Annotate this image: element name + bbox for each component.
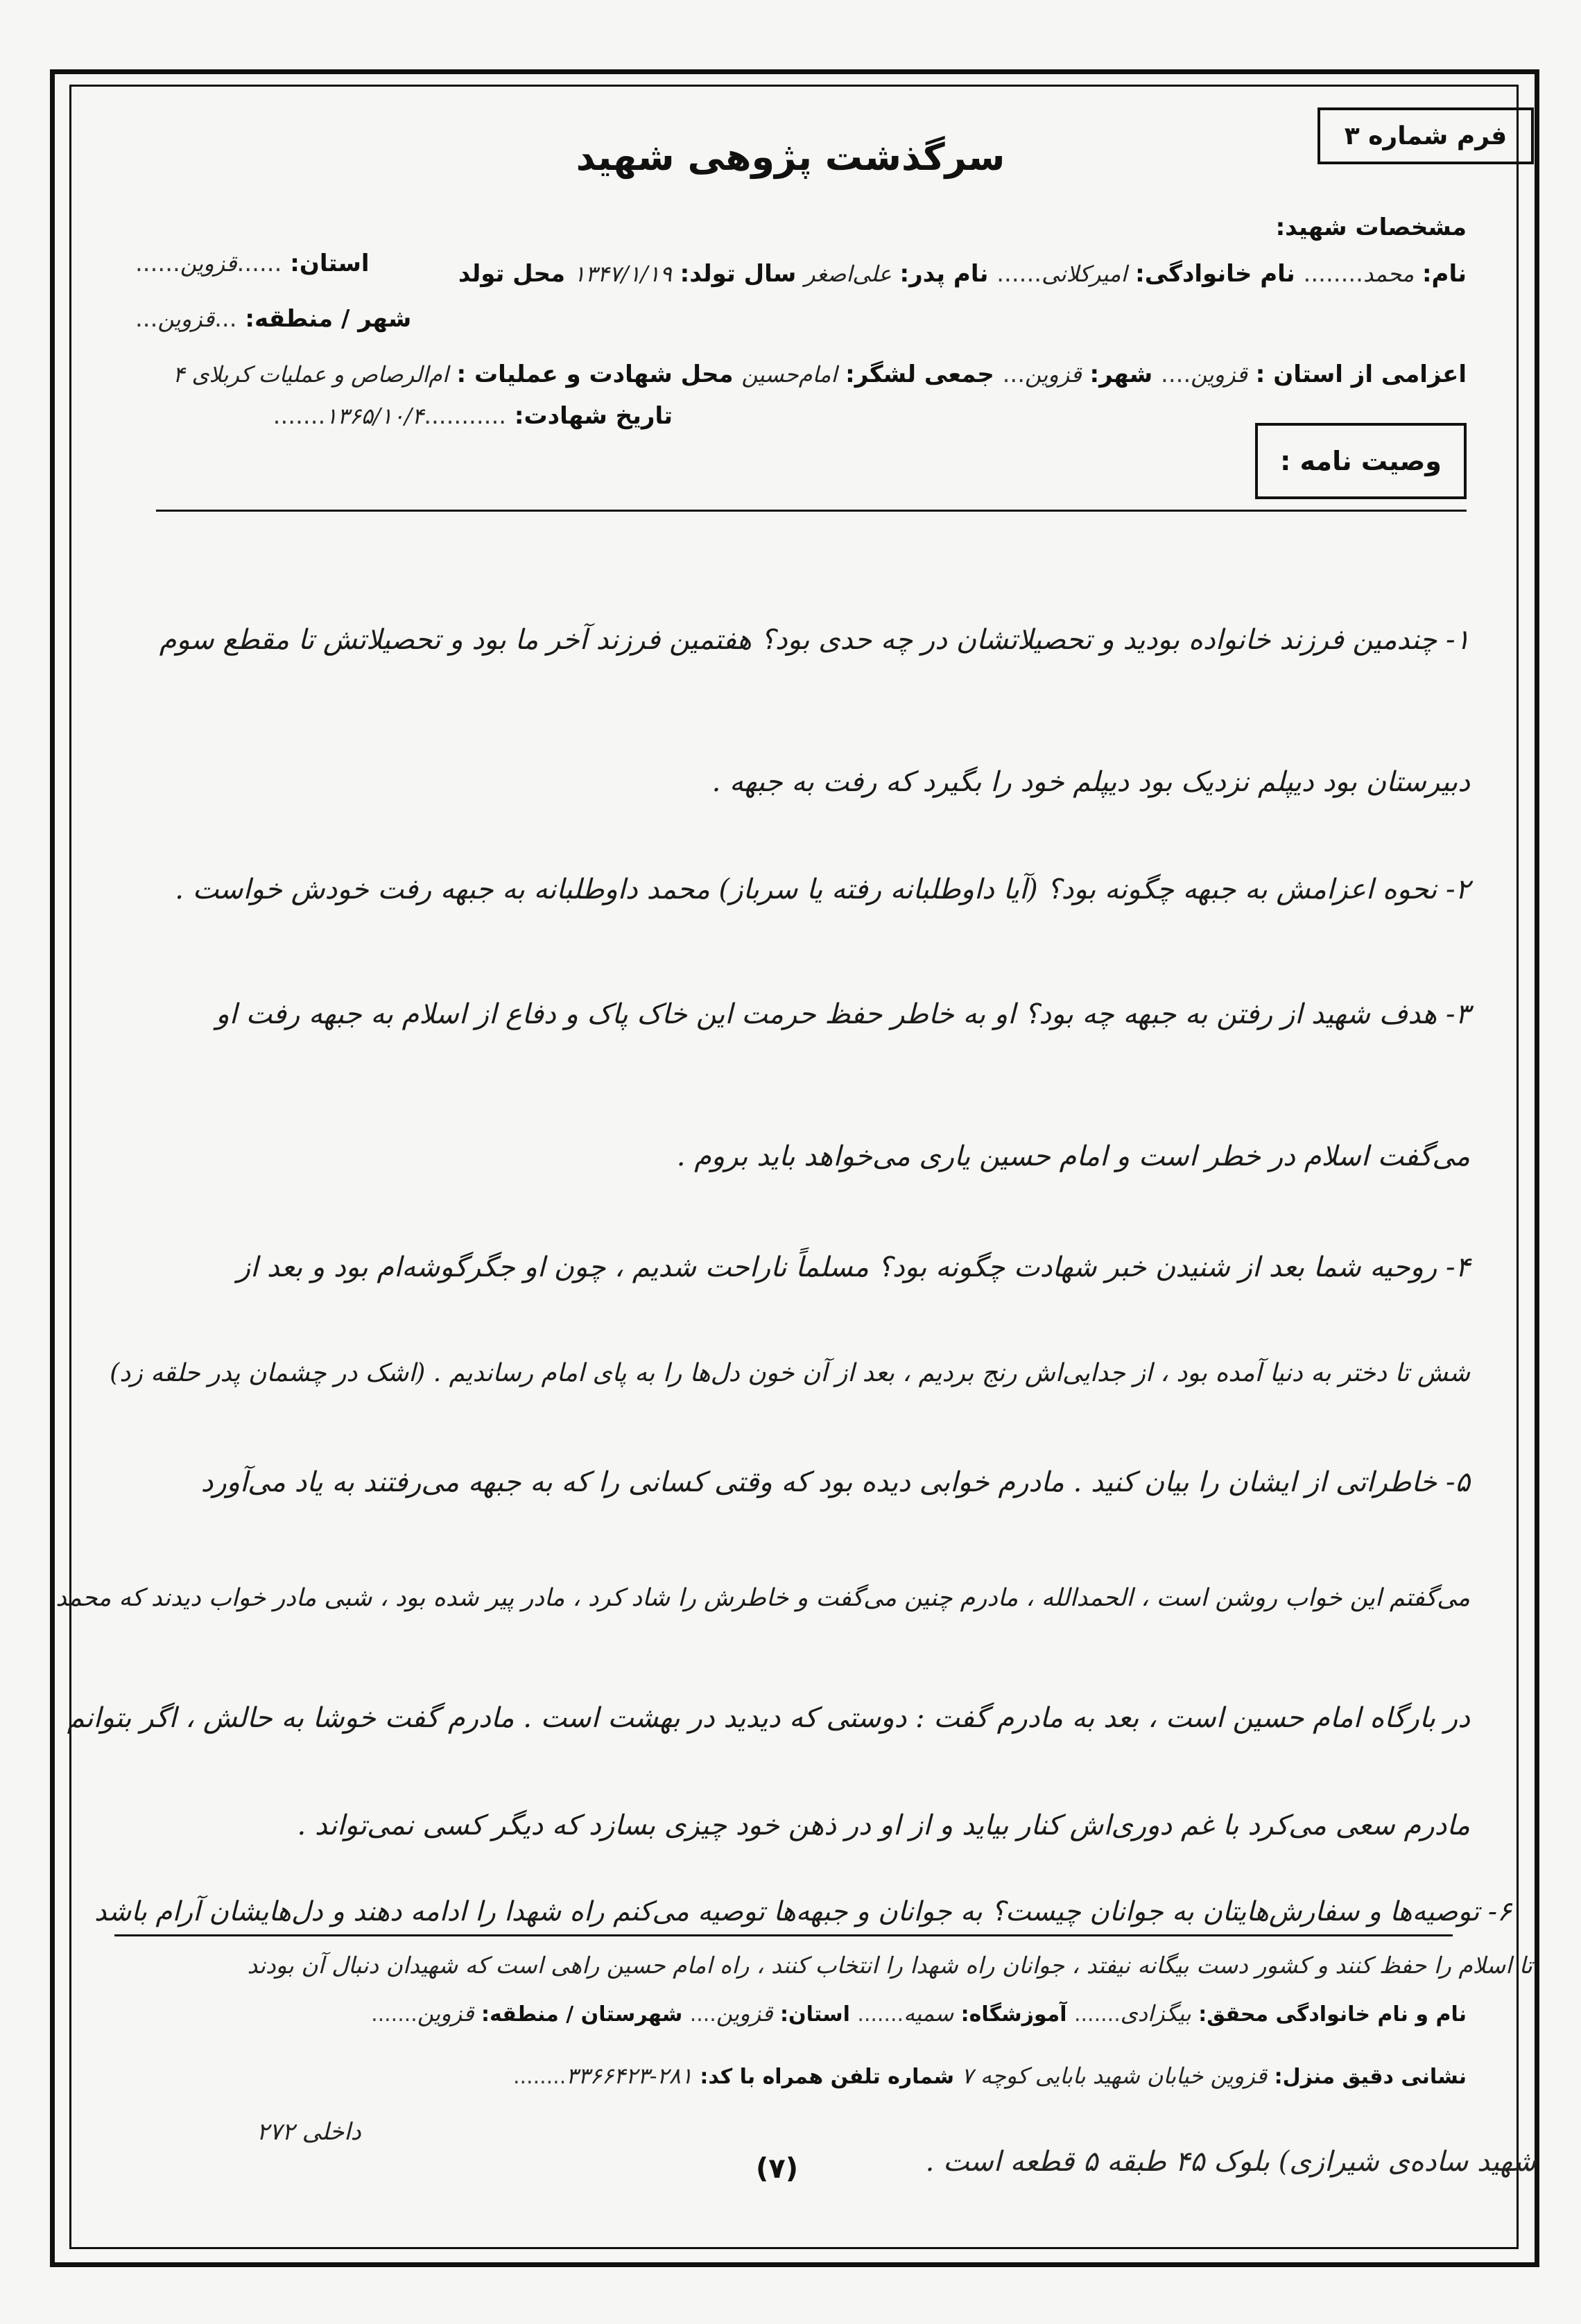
father-value: علی‌اصغر [804,261,892,287]
dispatch-province-label: اعزامی از استان : [1255,361,1467,388]
birth-city-field: شهر / منطقه: ...قزوین... [135,305,412,333]
will-line-7: شش تا دختر به دنیا آمده بود ، از جدایی‌اش رنج بردیم ، بعد از آن خون دل‌ها را به پای امام رساندیم . (اشک در چشمان پدر حلقه زد) [110,1359,1470,1387]
will-label: وصیت نامه : [1280,446,1442,476]
page-title: سرگذشت پژوهی شهید [576,135,1005,179]
birth-province-field: استان: ......قزوین...... [135,250,370,277]
extension-note: داخلی ۲۷۲ [257,2118,361,2146]
footer-province-value: قزوین [716,2000,773,2027]
education-label: آموزشگاه: [960,2002,1067,2027]
dispatch-army-value: امام‌حسین [741,361,838,388]
will-line-9: می‌گفتم این خواب روشن است ، الحمدالله ، مادرم چنین می‌گفت و خاطرش را شاد کرد ، مادر پیر شده بود ، شبی مادر خواب دیدند که محمد [55,1584,1470,1612]
will-line-4: ۳- هدف شهید از رفتن به جبهه چه بود؟ او به خاطر حفظ حرمت این خاک پاک و دفاع از اسلام به جبهه رفت او [216,998,1470,1030]
footer-province-label: استان: [779,2002,850,2027]
will-line-1: ۱- چندمین فرزند خانواده بودید و تحصیلاتشان در چه حدی بود؟ هفتمین فرزند آخر ما بود و تحصیلاتش تا مقطع سوم [159,624,1470,656]
birth-year-value: ۱۳۴۷/۱/۱۹ [573,261,672,287]
dispatch-city-label: شهر: [1089,361,1153,388]
father-label: نام پدر: [899,260,989,288]
martyrdom-date-row: تاریخ شهادت: ...........۱۳۶۵/۱۰/۴....... [273,402,673,430]
will-line-6: ۴- روحیه شما بعد از شنیدن خبر شهادت چگونه بود؟ مسلماً ناراحت شدیم ، چون او جگرگوشه‌ام بود و بعد از [236,1251,1470,1283]
burial-note: شهید ساده‌ی شیرازی) بلوک ۴۵ طبقه ۵ قطعه است . [925,2146,1536,2178]
martyr-identity-row: نام: محمد........ نام خانوادگی: امیرکلانی...... نام پدر: علی‌اصغر سال تولد: ۱۳۴۷/۱/۱۹ محل تولد [458,260,1467,288]
name-value: محمد [1363,261,1415,287]
dispatch-row: اعزامی از استان : قزوین.... شهر: قزوین... جمعی لشگر: امام‌حسین محل شهادت و عملیات : ام‌الرصاص و عملیات کربلای ۴ [173,361,1467,388]
will-line-5: می‌گفت اسلام در خطر است و امام حسین یاری می‌خواهد باید بروم . [676,1141,1470,1172]
phone-label: شماره تلفن همراه با کد: [700,2065,955,2089]
will-label-box [1255,423,1467,499]
address-value: قزوین خیابان شهید بابایی کوچه ۷ [961,2063,1268,2089]
will-line-2: دبیرستان بود دیپلم نزدیک بود دیپلم خود را بگیرد که رفت به جبهه . [711,766,1470,798]
martyrdom-place-label: محل شهادت و عملیات : [456,361,734,388]
will-line-3: ۲- نحوه اعزامش به جبهه چگونه بود؟ (آیا داوطلبانه رفته یا سرباز) محمد داوطلبانه به جبهه رفت خودش خواست . [175,874,1470,905]
will-line-12: ۶- توصیه‌ها و سفارش‌هایتان به جوانان چیست؟ به جوانان و جبهه‌ها توصیه می‌کنم راه شهدا را ادامه دهند و دل‌هایشان آرام باشد [94,1896,1512,1927]
page-number: (۷) [756,2153,798,2185]
margin-note: تا اسلام را حفظ کنند و کشور دست بیگانه نیفتد ، جوانان راه شهدا را انتخاب کنند ، راه امام حسین راهی است که شهیدان دنبال آن بودند [247,1952,1532,1979]
birth-province-label: استان: [290,250,370,277]
name-label: نام: [1422,260,1467,288]
dispatch-army-label: جمعی لشگر: [845,361,994,388]
county-value: قزوین [417,2000,474,2027]
phone-value: ۲۸۱-۳۳۶۶۴۲۳ [566,2063,693,2089]
will-line-10: در بارگاه امام حسین است ، بعد به مادرم گفت : دوستی که دیدید در بهشت است . مادرم گفت خوشا به حالش ، اگر بتوانم [67,1702,1470,1734]
address-label: نشانی دقیق منزل: [1274,2065,1467,2089]
will-line-8: ۵- خاطراتی از ایشان را بیان کنید . مادرم خوابی دیده بود که وقتی کسانی را که به جبهه می‌رفتند به یاد می‌آورد [200,1466,1470,1498]
footer-divider [114,1934,1453,1936]
will-line-11: مادرم سعی می‌کرد با غم دوری‌اش کنار بیاید و از او در ذهن خود چیزی بسازد که دیگر کسی نمی‌تواند . [297,1810,1470,1841]
birth-year-label: سال تولد: [680,260,797,288]
county-label: شهرستان / منطقه: [481,2002,683,2027]
martyrdom-date-label: تاریخ شهادت: [514,402,673,430]
birth-city-label: شهر / منطقه: [245,305,412,333]
address-row: نشانی دقیق منزل: قزوین خیابان شهید بابایی کوچه ۷ شماره تلفن همراه با کد: ۲۸۱-۳۳۶۶۴۲۳........ [512,2063,1467,2089]
family-label: نام خانوادگی: [1135,260,1295,288]
birth-place-label: محل تولد [458,260,566,288]
header-divider [156,510,1467,512]
family-value: امیرکلانی [1042,261,1128,287]
researcher-label: نام و نام خانوادگی محقق: [1198,2002,1467,2027]
dispatch-city-value: قزوین [1025,361,1082,388]
researcher-row: نام و نام خانوادگی محقق: بیگزادی....... آموزشگاه: سمیه....... استان: قزوین.... شهرستان / منطقه: قزوین....... [371,2000,1467,2027]
martyrdom-place-value: ام‌الرصاص و عملیات کربلای ۴ [173,361,449,388]
researcher-value: بیگزادی [1120,2000,1191,2027]
education-value: سمیه [904,2000,954,2027]
martyrdom-date-value: ۱۳۶۵/۱۰/۴ [325,403,424,429]
dispatch-province-value: قزوین [1191,361,1247,388]
martyr-section-label: مشخصات شهید: [1275,214,1467,241]
form-number-label: فرم شماره ۳ [1344,121,1507,150]
birth-city-value: قزوین [157,306,215,332]
birth-province-value: قزوین [180,250,237,277]
